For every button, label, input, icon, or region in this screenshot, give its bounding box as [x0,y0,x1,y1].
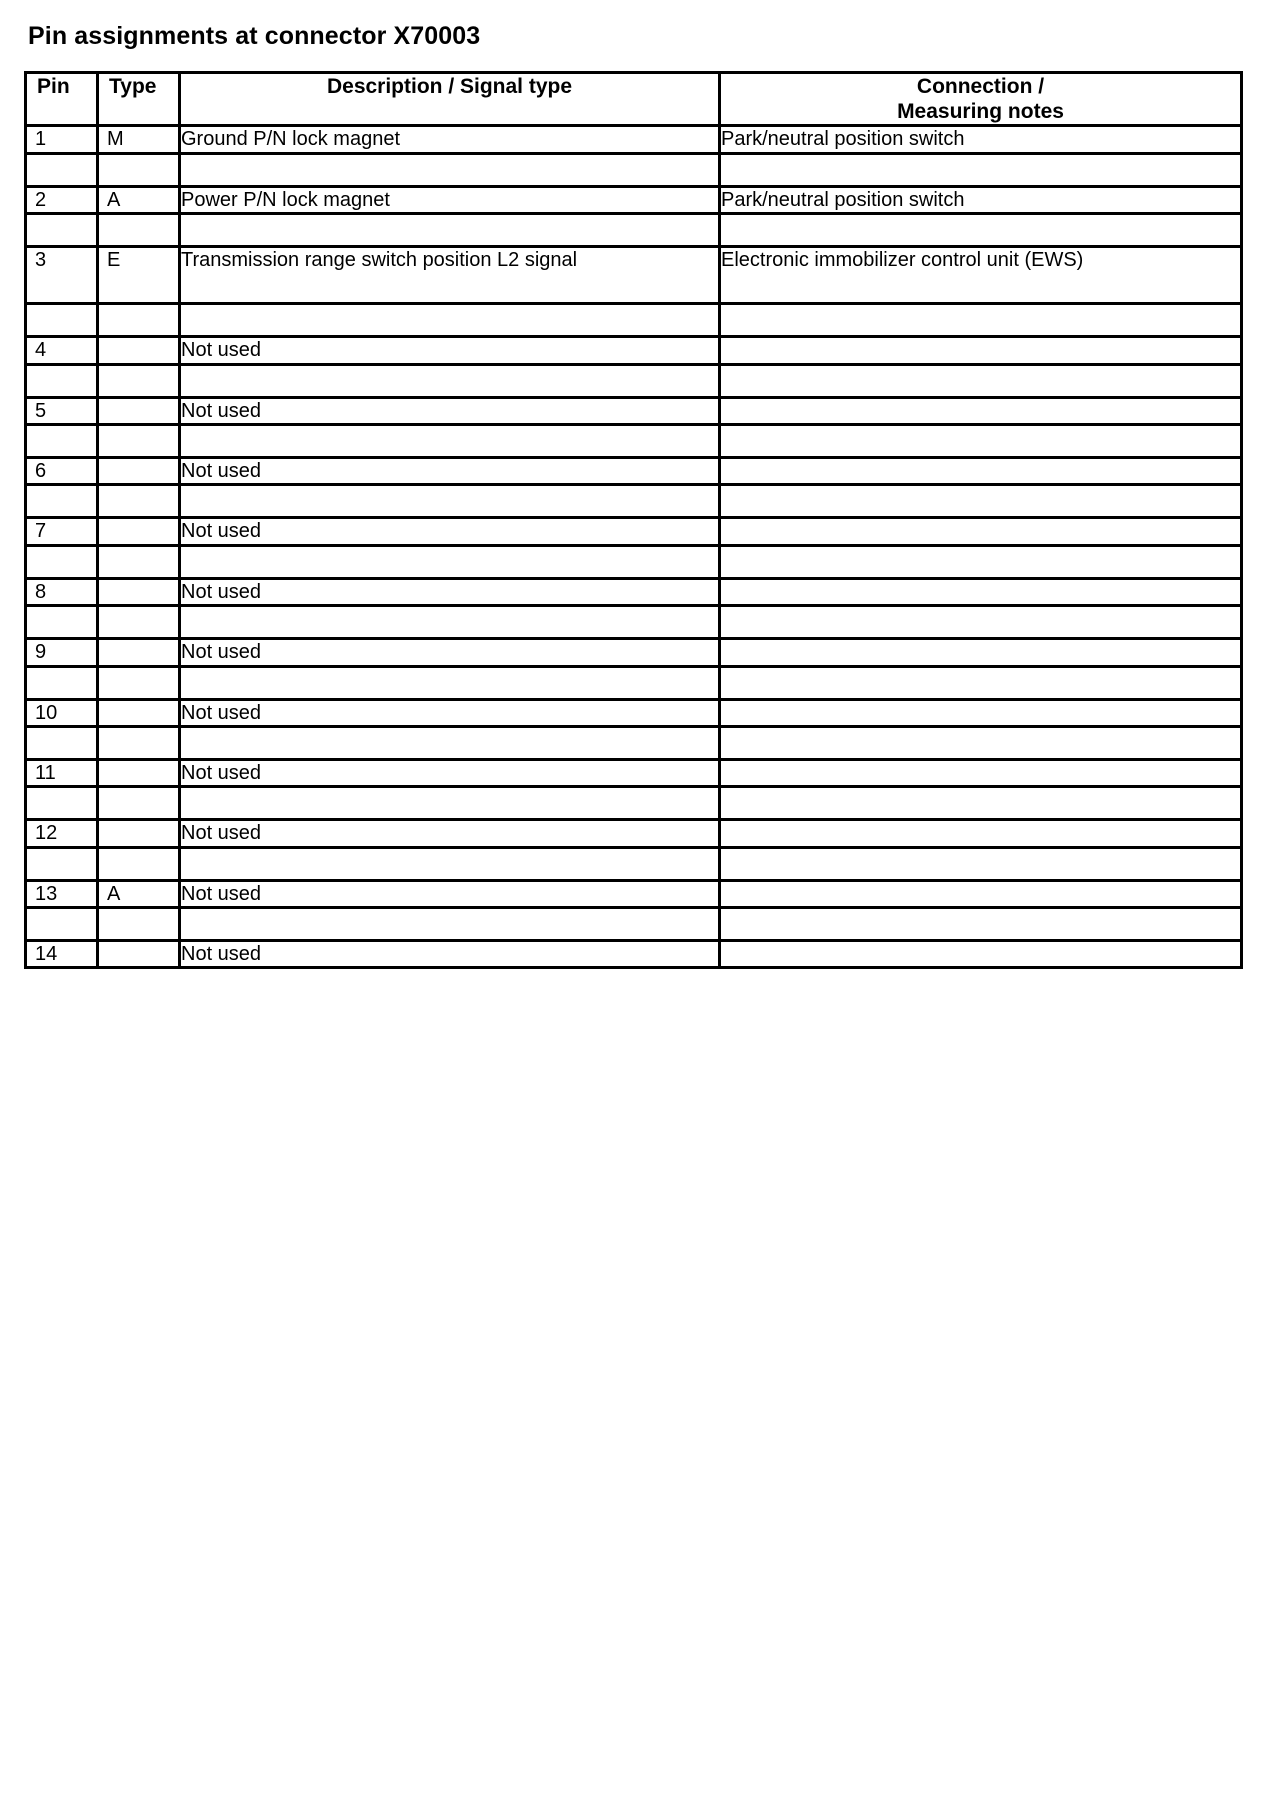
spacer-cell [98,545,180,578]
cell-description: Not used [180,699,720,726]
cell-connection [720,337,1242,364]
spacer-cell [26,787,98,820]
cell-type [98,457,180,484]
table-row [26,880,1242,907]
table-spacer-row [26,304,1242,337]
table-spacer-row [26,666,1242,699]
cell-type: A [98,186,180,213]
spacer-cell [26,606,98,639]
spacer-cell [180,666,720,699]
cell-description: Ground P/N lock magnet [180,126,720,153]
spacer-cell [98,847,180,880]
cell-pin: 1 [26,126,98,153]
table-spacer-row [26,424,1242,457]
table-row [26,820,1242,847]
table-row [26,337,1242,364]
table-spacer-row [26,908,1242,941]
cell-description: Not used [180,518,720,545]
spacer-cell [720,304,1242,337]
cell-type [98,397,180,424]
spacer-cell [180,545,720,578]
spacer-cell [98,364,180,397]
spacer-cell [26,153,98,186]
spacer-cell [720,787,1242,820]
cell-description: Not used [180,820,720,847]
spacer-cell [98,214,180,247]
spacer-cell [720,606,1242,639]
cell-connection: Park/neutral position switch [720,126,1242,153]
cell-pin: 14 [26,941,98,968]
cell-pin: 11 [26,759,98,786]
table-spacer-row [26,726,1242,759]
table-spacer-row [26,787,1242,820]
cell-pin: 8 [26,578,98,605]
spacer-cell [26,485,98,518]
cell-connection [720,397,1242,424]
cell-pin: 9 [26,639,98,666]
spacer-cell [720,214,1242,247]
table-row [26,186,1242,213]
spacer-cell [180,304,720,337]
cell-connection [720,457,1242,484]
cell-pin: 4 [26,337,98,364]
page-title: Pin assignments at connector X70003 [28,22,481,50]
spacer-cell [26,545,98,578]
spacer-cell [26,364,98,397]
cell-description: Power P/N lock magnet [180,186,720,213]
spacer-cell [98,908,180,941]
spacer-cell [98,787,180,820]
cell-pin: 6 [26,457,98,484]
spacer-cell [26,214,98,247]
cell-pin: 7 [26,518,98,545]
table-body [26,126,1242,968]
cell-type [98,578,180,605]
cell-type [98,941,180,968]
spacer-cell [720,666,1242,699]
spacer-cell [180,787,720,820]
cell-connection [720,941,1242,968]
cell-connection [720,820,1242,847]
cell-connection [720,578,1242,605]
cell-type [98,699,180,726]
table-row [26,941,1242,968]
spacer-cell [98,666,180,699]
cell-connection [720,639,1242,666]
cell-description: Not used [180,941,720,968]
cell-type: M [98,126,180,153]
cell-type: A [98,880,180,907]
cell-type [98,820,180,847]
cell-description: Not used [180,337,720,364]
cell-connection [720,880,1242,907]
table-row [26,699,1242,726]
spacer-cell [98,304,180,337]
table-row [26,457,1242,484]
cell-connection: Park/neutral position switch [720,186,1242,213]
table-spacer-row [26,214,1242,247]
spacer-cell [98,485,180,518]
spacer-cell [180,424,720,457]
spacer-cell [720,847,1242,880]
column-header-connection [720,73,1242,126]
table-spacer-row [26,153,1242,186]
spacer-cell [180,726,720,759]
cell-description: Not used [180,578,720,605]
spacer-cell [26,304,98,337]
table-row [26,639,1242,666]
spacer-cell [26,726,98,759]
cell-description: Not used [180,759,720,786]
cell-connection [720,699,1242,726]
table-row [26,397,1242,424]
spacer-cell [180,606,720,639]
cell-pin: 10 [26,699,98,726]
table-row [26,126,1242,153]
column-header-type: Type [98,73,180,126]
table-row [26,759,1242,786]
table-spacer-row [26,847,1242,880]
spacer-cell [98,424,180,457]
cell-description: Not used [180,880,720,907]
spacer-cell [720,908,1242,941]
cell-type: E [98,247,180,304]
spacer-cell [26,666,98,699]
cell-type [98,337,180,364]
table-spacer-row [26,364,1242,397]
cell-pin: 3 [26,247,98,304]
table-row [26,578,1242,605]
table-header [26,73,1242,126]
column-header-pin: Pin [26,73,98,126]
table-spacer-row [26,485,1242,518]
column-header-connection-line1: Connection / [916,75,1045,98]
spacer-cell [98,726,180,759]
cell-pin: 13 [26,880,98,907]
spacer-cell [26,908,98,941]
spacer-cell [98,606,180,639]
spacer-cell [26,424,98,457]
column-header-description: Description / Signal type [180,73,720,126]
table-row [26,247,1242,304]
spacer-cell [720,545,1242,578]
column-header-connection-line2: Measuring notes [897,100,1064,124]
cell-description: Not used [180,639,720,666]
spacer-cell [26,847,98,880]
spacer-cell [180,364,720,397]
spacer-cell [720,726,1242,759]
spacer-cell [98,153,180,186]
spacer-cell [180,847,720,880]
spacer-cell [720,424,1242,457]
cell-description: Not used [180,397,720,424]
cell-type [98,639,180,666]
table-spacer-row [26,545,1242,578]
spacer-cell [720,364,1242,397]
table-row [26,518,1242,545]
cell-type [98,759,180,786]
spacer-cell [720,485,1242,518]
spacer-cell [180,153,720,186]
pin-assignments-table [24,71,1243,969]
spacer-cell [180,485,720,518]
cell-pin: 2 [26,186,98,213]
spacer-cell [720,153,1242,186]
cell-connection [720,759,1242,786]
table-header-row [26,73,1242,126]
cell-type [98,518,180,545]
cell-pin: 12 [26,820,98,847]
cell-pin: 5 [26,397,98,424]
spacer-cell [180,214,720,247]
spacer-cell [180,908,720,941]
cell-connection [720,518,1242,545]
table-spacer-row [26,606,1242,639]
cell-description: Transmission range switch position L2 signal [180,247,720,304]
cell-connection: Electronic immobilizer control unit (EWS) [720,247,1242,304]
cell-description: Not used [180,457,720,484]
